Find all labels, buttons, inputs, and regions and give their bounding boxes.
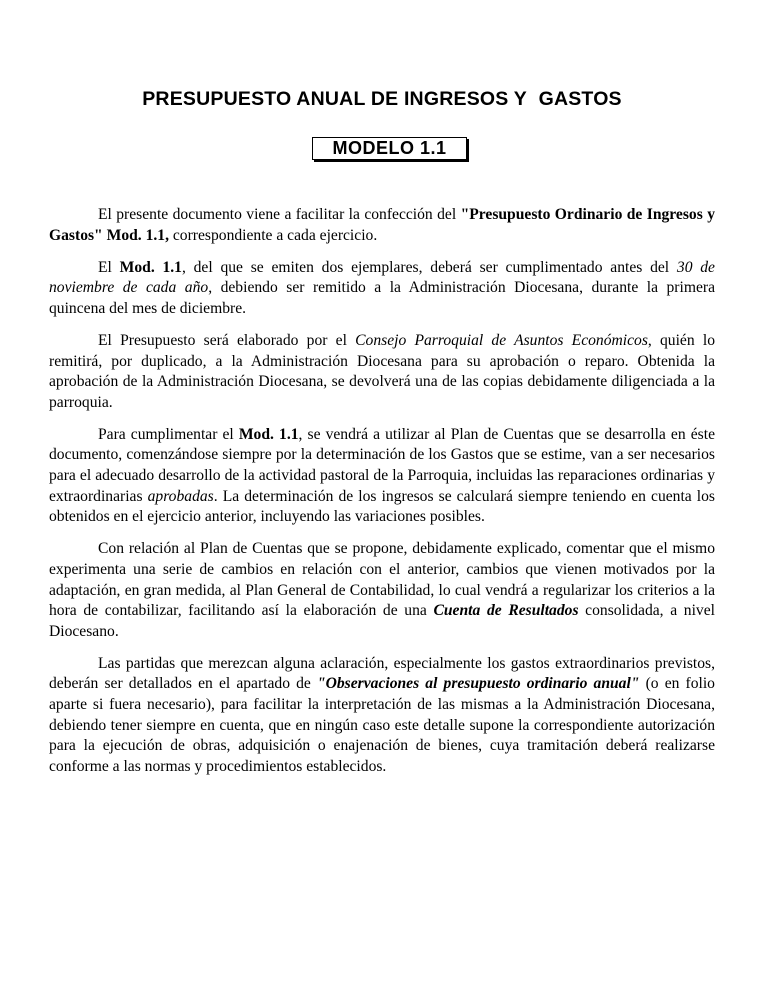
p4-text-b: Mod. 1.1 [238, 425, 299, 443]
p2-text-b: Mod. 1.1 [119, 258, 182, 276]
p5-text-b: Cuenta de Resultados [433, 602, 579, 620]
p1-text-a: El presente documento viene a facilitar la confección del [98, 206, 461, 223]
paragraph-6 [49, 654, 715, 778]
p2-text-d: 30 de noviembre de cada año [49, 258, 715, 297]
p1-text-c: correspondiente a cada ejercicio. [168, 226, 378, 244]
p3-text-c: , quién lo remitirá, por duplicado, a la Administración Diocesana para su aprobación o reparo. Obtenida la aprobación de la Administración Diocesana, se devolverá una de las copias debidamente diligenciada a la parroquia. [49, 331, 715, 411]
paragraph-3 [49, 331, 715, 413]
paragraph-2 [49, 258, 715, 320]
document-title [49, 88, 715, 111]
title-part-2: INGRESOS Y [403, 88, 527, 110]
p6-text-c: (o en folio aparte si fuera necesario), para facilitar la interpretación de las mismas a la Administración Diocesana, debiendo tener siempre en cuenta, que en ningún caso este detalle supone la correspondiente autorización para la ejecución de obras, adquisición o enajenación de bienes, cuya tramitación deberá realizarse conforme a las normas y procedimientos establecidos. [49, 675, 715, 775]
model-label-box [312, 137, 467, 160]
p3-text-a: El Presupuesto será elaborado por el [98, 331, 356, 349]
paragraph-4 [49, 425, 715, 528]
p2-text-c: , del que se emiten dos ejemplares, deberá ser cumplimentado antes del [181, 258, 677, 276]
p1-text-b: "Presupuesto Ordinario de Ingresos y Gastos" Mod. 1.1, [49, 206, 715, 244]
p5-text-c: consolidada, a nivel Diocesano. [49, 602, 715, 640]
title-part-3: GASTOS [538, 88, 622, 110]
p5-text-a: Con relación al Plan de Cuentas que se propone, debidamente explicado, comentar que el mismo experimenta una serie de cambios en relación con el anterior, cambios que vienen motivados por la adaptación, en gran medida, al Plan General de Contabilidad, lo cual vendrá a regularizar los criterios a la hora de contabilizar, facilitando así la elaboración de una [49, 540, 715, 620]
title-part-1: PRESUPUESTO ANUAL DE [142, 88, 399, 110]
p4-text-d: aprobadas [147, 487, 214, 505]
p3-text-b: Consejo Parroquial de Asuntos Económicos [355, 331, 648, 349]
paragraph-5 [49, 539, 715, 642]
p6-text-a: Las partidas que merezcan alguna aclaración, especialmente los gastos extraordinarios previstos, deberán ser detallados en el apartado de [49, 654, 715, 693]
model-label: MODELO 1.1 [332, 138, 447, 158]
p2-text-e: , debiendo ser remitido a la Administración Diocesana, durante la primera quincena del mes de diciembre. [49, 279, 715, 317]
p4-text-e: . La determinación de los ingresos se calculará siempre teniendo en cuenta los obtenidos en el ejercicio anterior, incluyendo las variaciones posibles. [49, 487, 715, 526]
p4-text-a: Para cumplimentar el [98, 425, 239, 443]
body-text [49, 205, 715, 789]
paragraph-1 [49, 205, 715, 246]
p2-text-a: El [98, 258, 120, 276]
p6-text-b: "Observaciones al presupuesto ordinario anual" [316, 675, 640, 693]
p4-text-c: , se vendrá a utilizar al Plan de Cuentas que se desarrolla en éste documento, comenzándose siempre por la determinación de los Gastos que se estime, van a ser necesarios para el adecuado desarrollo de la actividad pastoral de la Parroquia, incluidas las reparaciones ordinarias y extraordinarias [49, 425, 715, 505]
